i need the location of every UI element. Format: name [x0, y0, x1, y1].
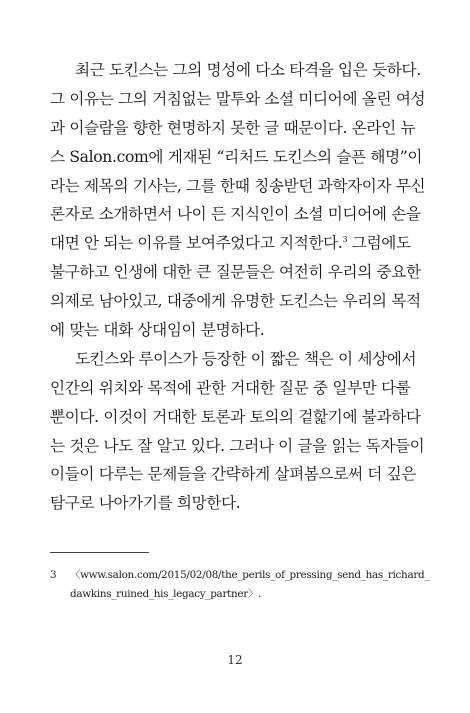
paragraph-1-line-9: 의제로 남아있고, 대중에게 유명한 도킨스는 우리의 목적 [50, 292, 421, 311]
paragraph-1-line-7 [50, 229, 425, 258]
paragraph-2-line-4: 는 것은 나도 잘 알고 있다. 그러나 이 글을 읽는 독자들이 [50, 436, 425, 455]
page-number: 12 [227, 653, 243, 667]
paragraph-2-line-2: 인간의 위치와 목적에 관한 거대한 질문 중 일부만 다룰 [50, 378, 411, 397]
paragraph-1-line-2: 그 이유는 그의 거침없는 말투와 소셜 미디어에 올린 여성 [50, 89, 425, 108]
paragraph-1-line-6: 론자로 소개하면서 나이 든 지식인이 소셜 미디어에 손을 [50, 205, 421, 224]
paragraph-1-line-7-text: 대면 안 되는 이유를 보여주었다고 지적한다. [50, 234, 343, 253]
paragraph-1-line-1: 최근 도킨스는 그의 명성에 다소 타격을 입은 듯하다. [75, 61, 421, 79]
footnote-divider [50, 552, 149, 553]
paragraph-2-line-1: 도킨스와 루이스가 등장한 이 짧은 책은 이 세상에서 [75, 349, 417, 368]
paragraph-2-line-6: 탐구로 나아가기를 희망한다. [50, 494, 241, 513]
footnote [50, 566, 430, 604]
body-text [50, 56, 425, 518]
paragraph-1-line-4: 스 Salon.com에 게재된 “리처드 도킨스의 슬픈 해명”이 [50, 147, 423, 166]
paragraph-1-line-3: 과 이슬람을 향한 현명하지 못한 글 때문이다. 온라인 뉴 [50, 118, 416, 137]
paragraph-1-line-10: 에 맞는 대화 상대임이 분명하다. [50, 321, 265, 340]
footnote-number: 3 [50, 569, 57, 581]
paragraph-1-line-8: 불구하고 인생에 대한 큰 질문들은 여전히 우리의 중요한 [50, 263, 421, 282]
paragraph-2-line-3: 뿐이다. 이것이 거대한 토론과 토의의 겉핥기에 불과하다 [50, 407, 421, 426]
footnote-url-part-1[interactable]: 〈www.salon.com/2015/02/08/the_perils_of_pressing_send_has_richard_ [70, 569, 430, 581]
paragraph-1-line-7-tail: 그럼에도 [347, 234, 411, 253]
footnote-reference[interactable]: 3 [342, 235, 348, 245]
footnote-line-1 [50, 566, 430, 585]
footnote-line-2[interactable]: dawkins_ruined_his_legacy_partner〉. [70, 588, 261, 600]
paragraph-2-line-5: 이들이 다루는 문제들을 간략하게 살펴봄으로써 더 깊은 [50, 465, 417, 484]
paragraph-1-line-5: 라는 제목의 기사는, 그를 한때 칭송받던 과학자이자 무신 [50, 176, 425, 195]
